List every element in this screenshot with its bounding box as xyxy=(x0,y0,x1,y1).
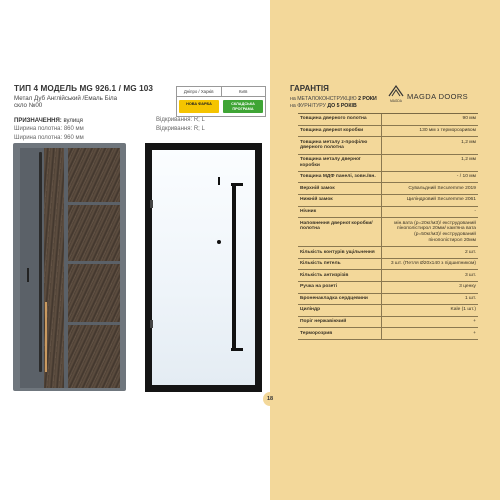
spec-value: Сувальдний Securemme 2019 xyxy=(408,185,476,191)
wood-panel xyxy=(68,205,120,261)
spec-row xyxy=(298,270,478,282)
spec-value: мін.вата (р=20кг/м3)/ екструдований пінополістирол 20мм/ кам'яна вата (р=50кг/м3)/ екструдований пінополістирол 20мм xyxy=(394,220,476,243)
spec-key: Поріг нержавіючий xyxy=(298,317,382,328)
door-interior-hinge xyxy=(150,200,153,208)
spec-value: 3 ценку xyxy=(459,284,476,290)
model-subtitle xyxy=(14,95,164,110)
magda-logo-icon xyxy=(388,84,404,106)
spec-row xyxy=(298,317,478,329)
guarantee-metal-line xyxy=(290,96,386,103)
model-finish: Метал Дуб Англійський /Емаль Біла xyxy=(14,95,118,102)
spec-key: Товщина дверного полотна xyxy=(298,114,382,125)
door-exterior-lock xyxy=(27,268,29,282)
purpose-value: вулиця xyxy=(63,118,83,124)
spec-value: 2 шт. xyxy=(464,249,476,255)
width-specs xyxy=(14,125,84,142)
door-interior-lock-upper xyxy=(218,177,220,185)
wood-panel-strip xyxy=(44,148,64,388)
spec-value: + xyxy=(473,319,476,325)
spec-row xyxy=(298,137,478,154)
logo-small-text: MAGDA xyxy=(390,99,402,103)
spec-row xyxy=(298,282,478,294)
city-table-header xyxy=(177,87,265,97)
spec-key: Кількість антизрізів xyxy=(298,270,382,281)
spec-key: Товщина МДФ панелі, зовн./вн. xyxy=(298,172,382,183)
door-interior-hinge xyxy=(150,320,153,328)
spec-key: Наповнення дверної коробки/полотна xyxy=(298,218,382,246)
spec-value: Циліндровий Securemme 2061 xyxy=(406,197,476,203)
width-line-2: Ширина полотна: 960 мм xyxy=(14,134,84,141)
spec-value: Kale (1 шт.) xyxy=(450,307,476,313)
wood-panel xyxy=(68,325,120,388)
purpose-line xyxy=(14,118,83,124)
opening-line-1: Відкривання: R; L xyxy=(156,117,205,123)
city-availability-table xyxy=(176,86,266,117)
spec-row xyxy=(298,195,478,207)
opening-line-2: Відкривання: R; L xyxy=(156,126,205,132)
purpose-label: ПРИЗНАЧЕННЯ: xyxy=(14,118,62,124)
door-interior-handle xyxy=(232,183,236,351)
spec-key: Товщина металу дверної коробки xyxy=(298,155,382,171)
door-exterior-handle xyxy=(39,152,42,372)
spec-value: 90 мм xyxy=(462,116,476,122)
brand-name: MAGDA DOORS xyxy=(407,92,469,101)
door-interior-handle-bracket xyxy=(231,348,243,351)
new-paint-badge: НОВА ФАРБА xyxy=(179,100,219,113)
city-table-body xyxy=(177,97,265,116)
spec-row xyxy=(298,294,478,306)
spec-key: Товщина металу z-профілю дверного полотна xyxy=(298,137,382,153)
model-title: ТИП 4 МОДЕЛЬ MG 926.1 / MG 103 xyxy=(14,84,154,93)
model-glass: скло №00 xyxy=(14,102,43,110)
door-interior-lock-lower xyxy=(217,240,221,244)
specification-table xyxy=(298,113,478,340)
spec-value: 3 шт. xyxy=(464,272,476,278)
width-line-1: Ширина полотна: 860 мм xyxy=(14,126,84,132)
spec-key: Нижній замок xyxy=(298,195,382,206)
spec-value: 1 шт. xyxy=(464,295,476,301)
door-exterior-accent-strip xyxy=(45,302,47,372)
city-col-dnipro: Дніпро / Харків xyxy=(177,87,222,96)
spec-row xyxy=(298,207,478,219)
guarantee-hardware-label: на ФУРНІТУРУ xyxy=(290,102,326,109)
spec-value: - xyxy=(474,209,476,215)
spec-value: 3 шт. (Петля Ø20х140 з підшипником) xyxy=(390,261,476,267)
spec-key: Терморозрив xyxy=(298,328,382,339)
guarantee-metal-value: 2 РОКИ xyxy=(358,96,377,102)
spec-row xyxy=(298,172,478,184)
spec-key: Броненакладка сердцевини xyxy=(298,294,382,305)
guarantee-hardware-value: ДО 5 РОКІВ xyxy=(327,102,357,109)
guarantee-title: ГАРАНТІЯ xyxy=(290,84,329,93)
spec-key: Циліндр xyxy=(298,305,382,316)
city-col-kyiv: Київ xyxy=(239,89,248,94)
spec-row xyxy=(298,126,478,138)
spec-row xyxy=(298,155,478,172)
spec-row xyxy=(298,183,478,195)
guarantee-hardware-line xyxy=(290,103,386,110)
spec-row xyxy=(298,114,478,126)
spec-key: Кількість петель xyxy=(298,259,382,270)
warehouse-program-badge: СКЛАДСЬКА ПРОГРАМА xyxy=(223,100,263,113)
spec-row xyxy=(298,247,478,259)
wood-panel xyxy=(68,148,120,202)
spec-value: + xyxy=(473,330,476,336)
spec-key: Верхній замок xyxy=(298,183,382,194)
spec-value: 130 мм з терморозривом xyxy=(419,127,476,133)
spec-row xyxy=(298,305,478,317)
wood-panel xyxy=(68,264,120,322)
spec-value: 1,2 мм xyxy=(461,156,476,162)
opening-specs xyxy=(156,116,205,134)
guarantee-metal-label: на МЕТАЛОКОНСТРУКЦІЮ xyxy=(290,96,357,102)
spec-key: Нічник xyxy=(298,207,382,218)
spec-key: Товщина дверної коробки xyxy=(298,126,382,137)
guarantee-details xyxy=(290,96,386,109)
spec-row xyxy=(298,218,478,247)
spec-row xyxy=(298,328,478,340)
spec-value: 1,2 мм xyxy=(461,139,476,145)
page-number: 18 xyxy=(263,392,277,406)
spec-value: - / 10 мм xyxy=(456,174,476,180)
spec-key: Ручка на розеті xyxy=(298,282,382,293)
door-interior-handle-bracket xyxy=(231,183,243,186)
spec-row xyxy=(298,259,478,271)
spec-key: Кількість контурів ущільнення xyxy=(298,247,382,258)
